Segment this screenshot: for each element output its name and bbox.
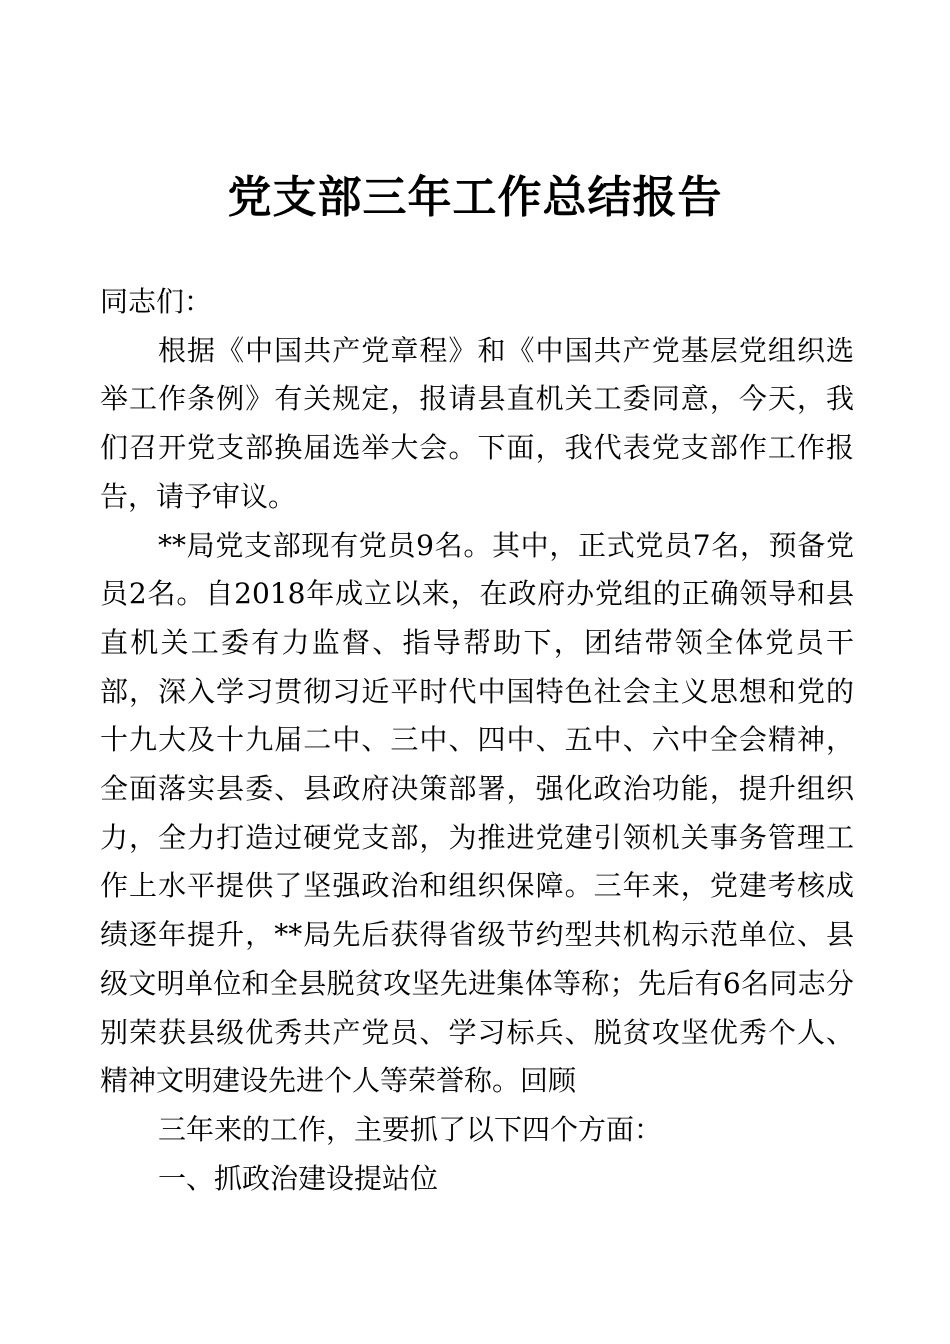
section-heading-1: 一、抓政治建设提站位 [158,1161,439,1195]
document-title: 党支部三年工作总结报告 [227,172,723,223]
salutation: 同志们： [100,285,213,318]
document-body [100,278,854,1203]
paragraph-transition: 三年来的工作，主要抓了以下四个方面： [158,1112,663,1146]
paragraph-overview: **局党支部现有党员9名。其中，正式党员7名，预备党员2名。自2018年成立以来，在政府办党组的正确领导和县直机关工委有力监督、指导帮助下，团结带领全体党员干部，深入学习贯彻习近平时代中国特色社会主义思想和党的十九大及十九届二中、三中、四中、五中、六中全会精神，全面落实县委、县政府决策部署，强化政治功能，提升组织力，全力打造过硬党支部，为推进党建引领机关事务管理工作上水平提供了坚强政治和组织保障。三年来，党建考核成绩逐年提升，**局先后获得省级节约型共机构示范单位、县级文明单位和全县脱贫攻坚先进集体等称；先后有6名同志分别荣获县级优秀共产党员、学习标兵、脱贫攻坚优秀个人、精神文明建设先进个人等荣誉称。回顾 [100,528,854,1098]
paragraph-intro: 根据《中国共产党章程》和《中国共产党基层党组织选举工作条例》有关规定，报请县直机关工委同意，今天，我们召开党支部换届选举大会。下面，我代表党支部作工作报告，请予审议。 [100,333,854,513]
